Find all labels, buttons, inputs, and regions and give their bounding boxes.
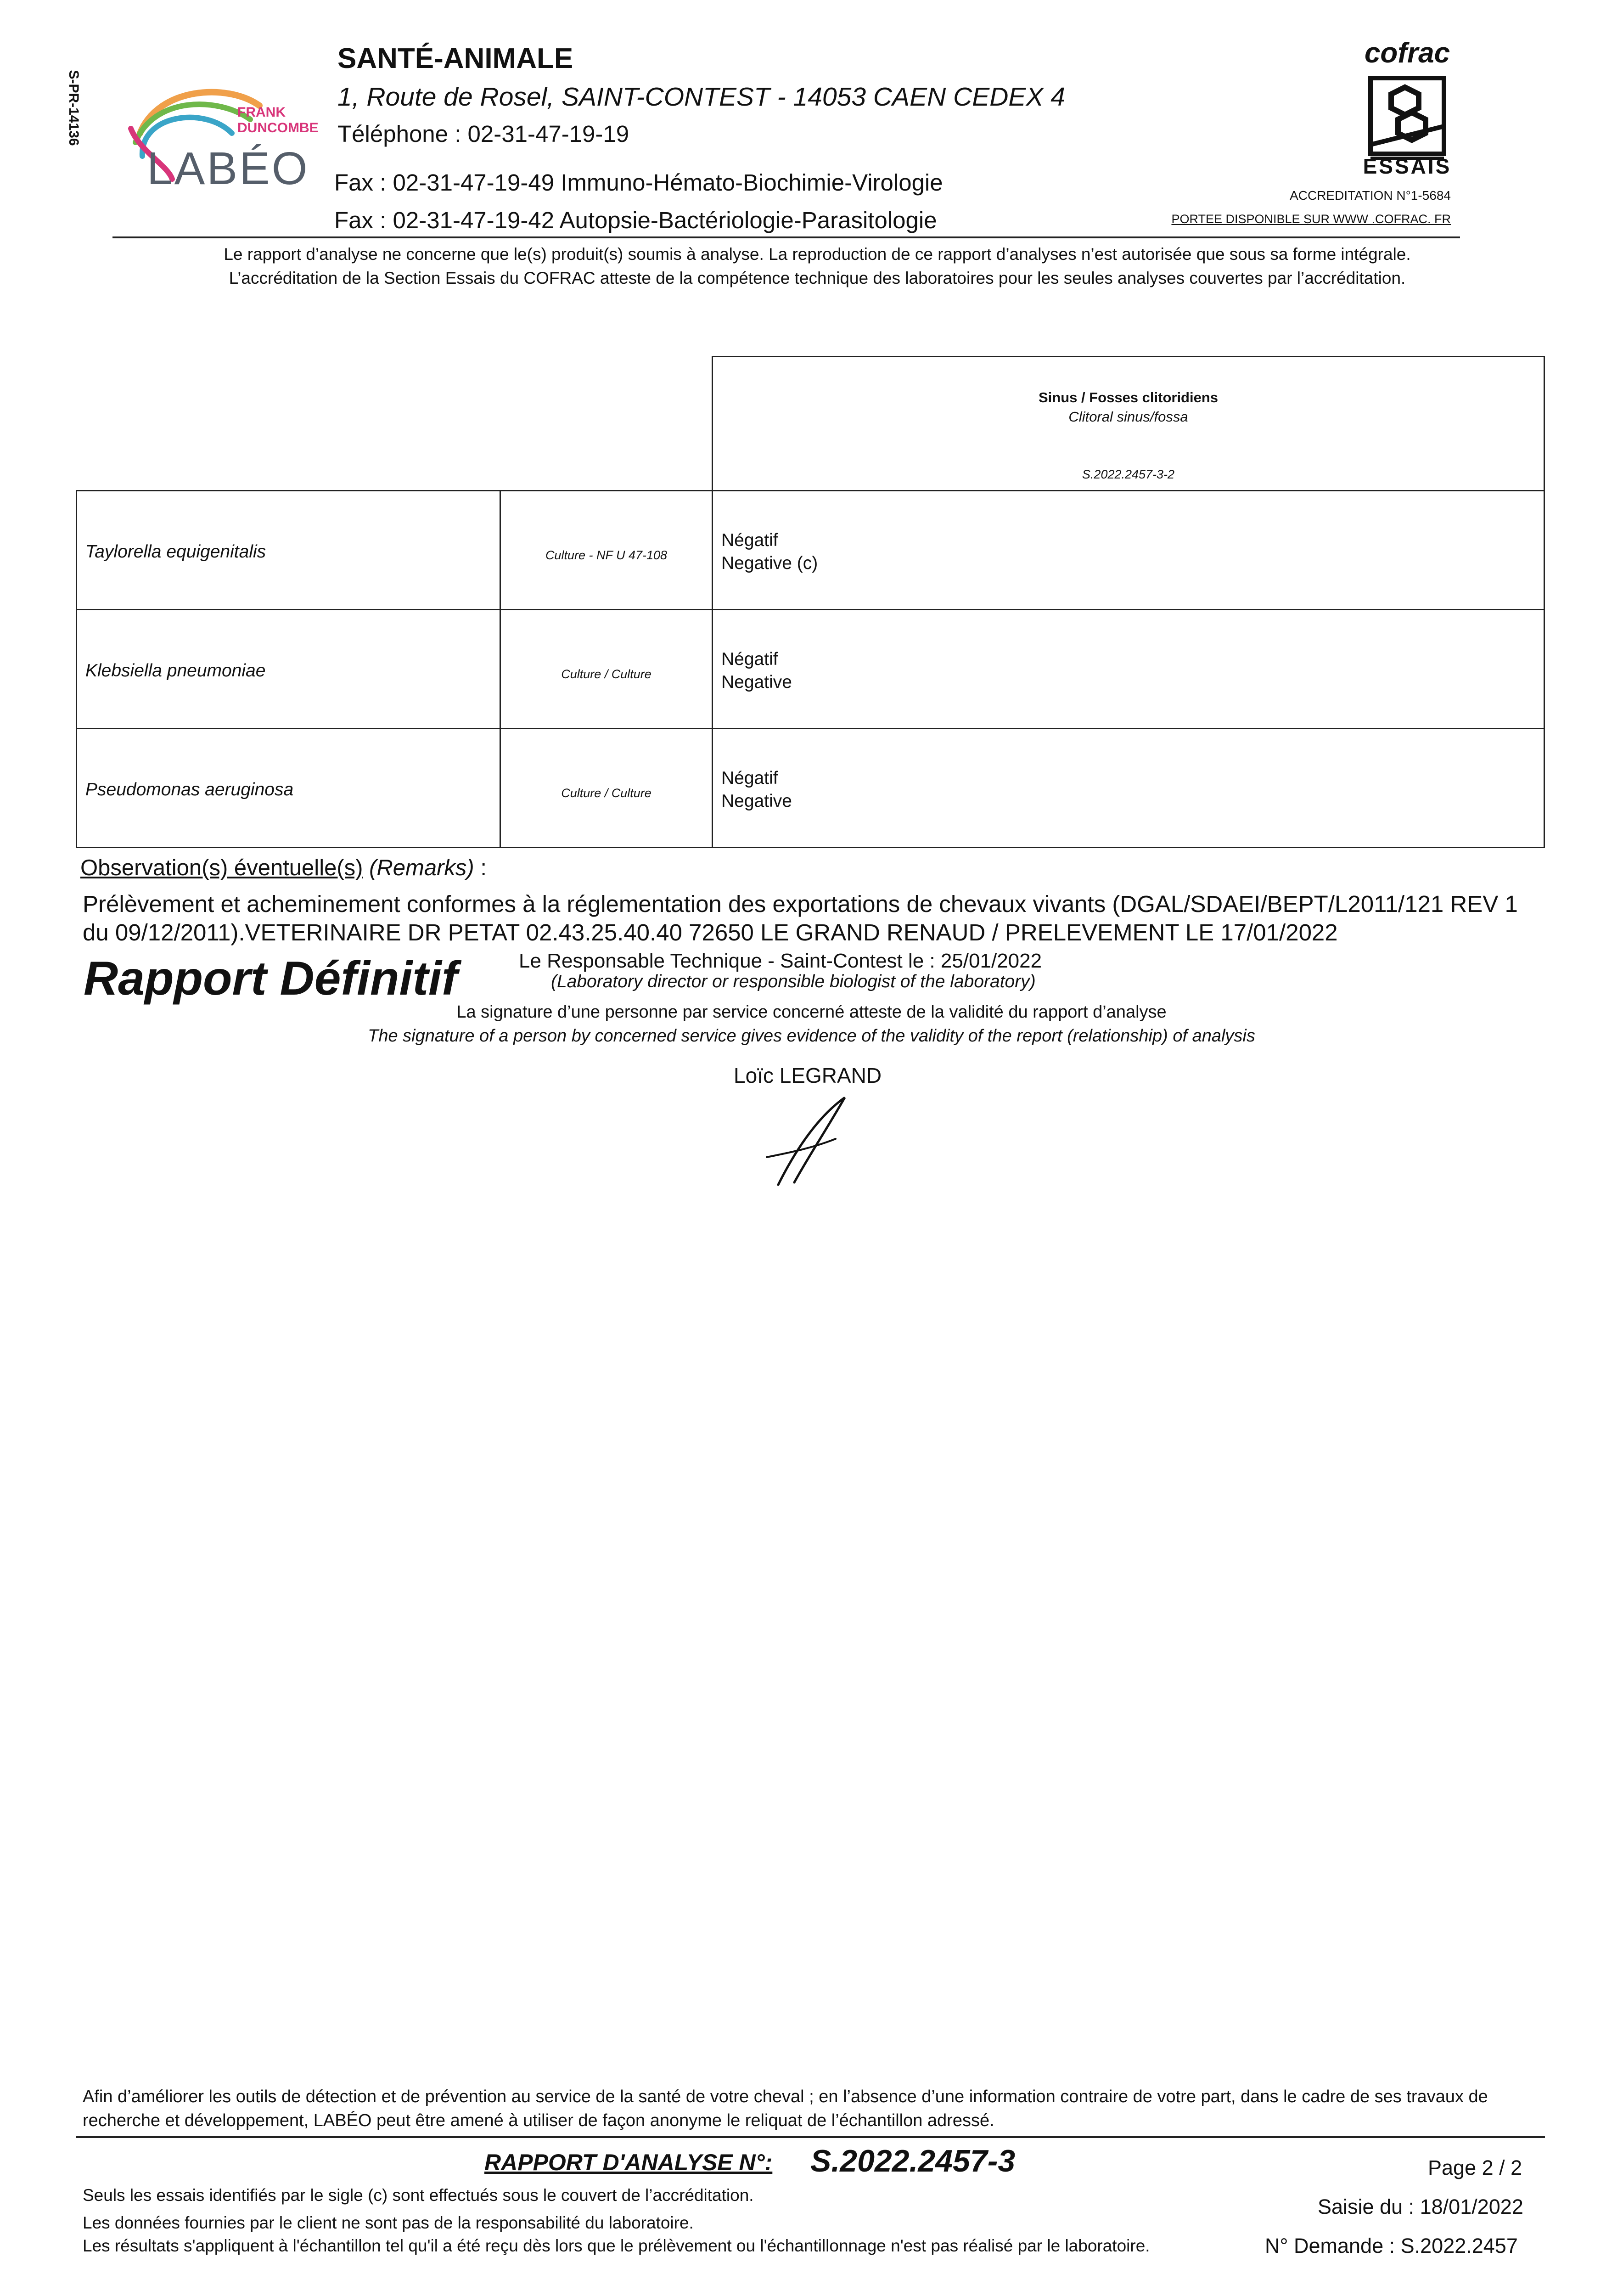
- disclaimer-line-2: L’accréditation de la Section Essais du COFRAC atteste de la compétence technique des laboratoires pour les seules analyses couvertes par l’accréditation.: [229, 269, 1406, 287]
- lab-fax-2: Fax : 02-31-47-19-42 Autopsie-Bactériologie-Parasitologie: [334, 207, 937, 233]
- result-fr: Négatif: [721, 530, 778, 550]
- sample-name-en: Clitoral sinus/fossa: [1068, 409, 1188, 425]
- cofrac-bottom-text: ESSAIS: [1363, 154, 1452, 178]
- footer-line-2: Les données fournies par le client ne sont pas de la responsabilité du laboratoire.: [83, 2213, 694, 2232]
- table-row-result: [712, 728, 1545, 848]
- footer-line-1: Seuls les essais identifiés par le sigle (c) sont effectués sous le couvert de l’accréditation.: [83, 2186, 754, 2205]
- report-number: S.2022.2457-3: [810, 2144, 1016, 2178]
- result-en: Negative (c): [721, 553, 818, 573]
- result-en: Negative: [721, 672, 792, 692]
- table-row-method: [500, 609, 713, 729]
- analyte-name: Taylorella equigenitalis: [85, 542, 266, 562]
- document-code: [55, 55, 92, 161]
- sample-id: S.2022.2457-3-2: [1082, 467, 1175, 481]
- header-divider: [112, 236, 1460, 238]
- observations-label-en: (Remarks): [369, 855, 474, 880]
- logo-frank: FRANK: [237, 105, 286, 120]
- observations-text: Prélèvement et acheminement conformes à la réglementation des exportations de chevaux vivants (DGAL/SDAEI/BEPT/L2011/121 REV 1 du 09/12/2011).VETERINAIRE DR PETAT 02.43.25.40.40 72650 LE GRAND RENAUD / PRELEVEMENT LE 17/01/2022: [83, 891, 1518, 945]
- lab-title: SANTÉ-ANIMALE: [337, 43, 573, 74]
- observations-colon: :: [474, 855, 487, 880]
- signer-name: Loïc LEGRAND: [734, 1064, 882, 1087]
- labeo-logo: [122, 78, 324, 197]
- result-en: Negative: [721, 791, 792, 811]
- sample-header: [712, 356, 1545, 491]
- table-row-analyte: [76, 728, 501, 848]
- report-number-label: RAPPORT D'ANALYSE N°:: [484, 2150, 773, 2175]
- logo-duncombe: DUNCOMBE: [237, 120, 319, 135]
- sample-name-fr: Sinus / Fosses clitoridiens: [1038, 389, 1219, 405]
- page-indicator: Page 2 / 2: [1428, 2156, 1522, 2179]
- final-report-label: Rapport Définitif: [84, 952, 458, 1005]
- table-row-analyte: [76, 609, 501, 729]
- responsible-line: Le Responsable Technique - Saint-Contest le : 25/01/2022: [519, 950, 1042, 972]
- document-code-text: S-PR-14136: [66, 70, 81, 146]
- footer-line-3: Les résultats s'appliquent à l'échantillon tel qu'il a été reçu dès lors que le prélèvement ou l'échantillonnage n'est pas réalisé par le laboratoire.: [83, 2236, 1150, 2255]
- observations-title: [80, 855, 487, 881]
- disclaimer: [73, 242, 1561, 290]
- logo-labeo: LABÉO: [147, 143, 309, 194]
- disclaimer-line-1: Le rapport d’analyse ne concerne que le(s) produit(s) soumis à analyse. La reproduction de ce rapport d’analyses n’est autorisée que sous sa forme intégrale.: [224, 245, 1411, 264]
- analysis-method: Culture / Culture: [561, 786, 651, 800]
- result-fr: Négatif: [721, 649, 778, 669]
- request-number: N° Demande : S.2022.2457: [1265, 2234, 1518, 2257]
- table-row-analyte: [76, 490, 501, 610]
- footer-divider: [76, 2136, 1545, 2138]
- cofrac-portee-link[interactable]: PORTEE DISPONIBLE SUR WWW .COFRAC. FR: [1171, 212, 1451, 226]
- table-row-method: [500, 490, 713, 610]
- cofrac-top-text: cofrac: [1364, 37, 1450, 69]
- entry-date: Saisie du : 18/01/2022: [1318, 2195, 1523, 2218]
- analyte-name: Pseudomonas aeruginosa: [85, 780, 294, 799]
- result-fr: Négatif: [721, 768, 778, 788]
- table-row-result: [712, 490, 1545, 610]
- analysis-method: Culture - NF U 47-108: [545, 548, 668, 562]
- accreditation-number: ACCREDITATION N°1-5684: [1290, 188, 1451, 203]
- table-row-result: [712, 609, 1545, 729]
- cofrac-logo: [1359, 37, 1455, 184]
- lab-fax-1: Fax : 02-31-47-19-49 Immuno-Hémato-Biochimie-Virologie: [334, 169, 943, 196]
- table-row-method: [500, 728, 713, 848]
- responsible-line-en: (Laboratory director or responsible biologist of the laboratory): [551, 972, 1036, 991]
- lab-address: 1, Route de Rosel, SAINT-CONTEST - 14053 CAEN CEDEX 4: [337, 82, 1066, 112]
- footer-note: Afin d’améliorer les outils de détection et de prévention au service de la santé de votre cheval ; en l’absence d’une information contraire de votre part, dans le cadre de ses travaux de recherche et développement, LABÉO peut être amené à utiliser de façon anonyme le reliquat de l’échantillon adressé.: [83, 2087, 1488, 2130]
- signature-note-en: The signature of a person by concerned service gives evidence of the validity of the report (relationship) of analysis: [368, 1026, 1255, 1046]
- analyte-name: Klebsiella pneumoniae: [85, 661, 266, 681]
- lab-telephone: Téléphone : 02-31-47-19-19: [337, 121, 629, 147]
- signature-note: La signature d’une personne par service concerné atteste de la validité du rapport d’analyse: [456, 1002, 1167, 1022]
- observations-label: Observation(s) éventuelle(s): [80, 855, 363, 880]
- handwritten-signature: [758, 1088, 859, 1189]
- analysis-method: Culture / Culture: [561, 667, 651, 681]
